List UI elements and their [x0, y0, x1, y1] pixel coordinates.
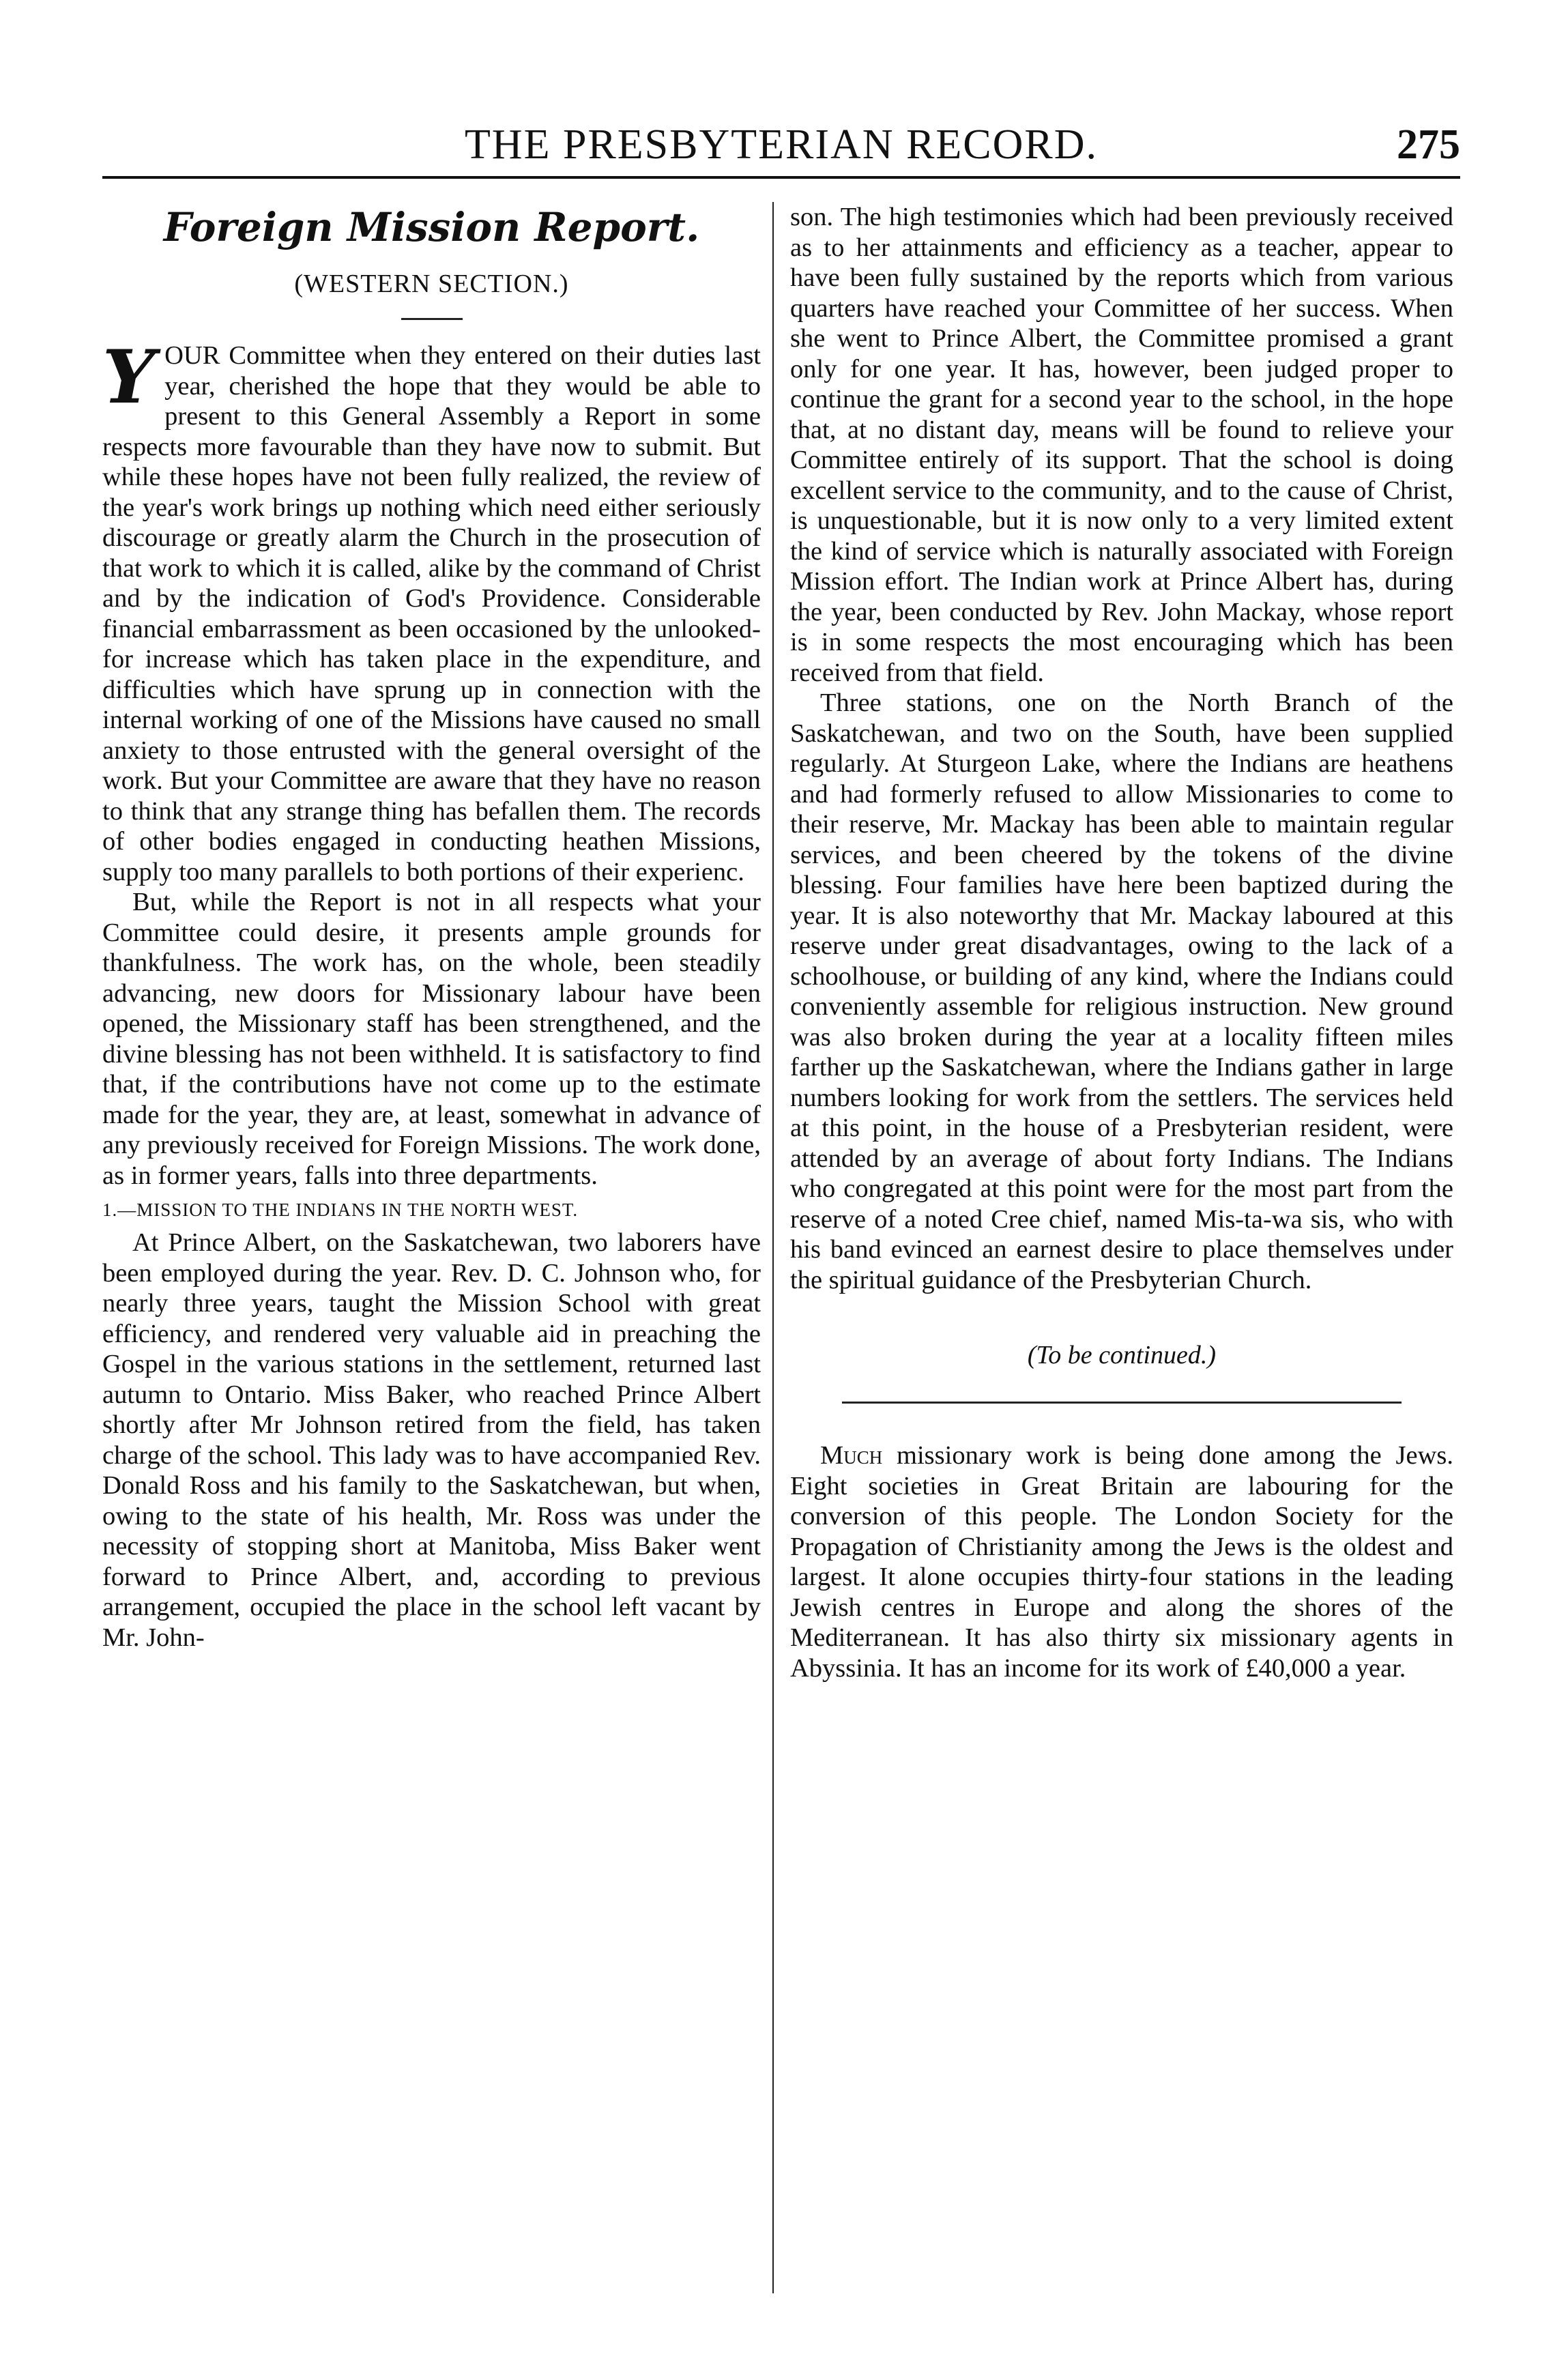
article-title: Foreign Mission Report.: [163, 204, 700, 250]
left-column: [102, 202, 761, 1653]
note-lead-word: Much: [820, 1441, 883, 1470]
note-text: missionary work is being done among the Jews. Eight societies in Great Britain are labouring for the conversion of this people. The London Society for the Propagation of Christianity among the Jews is the oldest and largest. It alone occupies thirty-four stations in the leading Jewish centres in Europe and along the shores of the Mediterranean. It has also thirty six missionary agents in Abyssinia. It has an income for its work of £40,000 a year.: [790, 1441, 1453, 1683]
right-column: [790, 202, 1453, 1683]
intro-paragraph: [102, 334, 761, 887]
intro-text: OUR Committee when they entered on their duties last year, cherished the hope that they would be able to present to this General Assembly a Report in some respects more favourable than they have now to submit. But while these hopes have not been fully realized, the review of the year's work brings up nothing which need either seriously discourage or greatly alarm the Church in the prosecution of that work to which it is called, alike by the command of Christ and by the indication of God's Providence. Considerable financial embarrassment as been occasioned by the unlooked-for increase which has taken place in the expenditure, and difficulties which have sprung up in connection with the internal working of one of the Missions have caused no small anxiety to those entrusted with the general oversight of the work. But your Committee are aware that they have no reason to think that any strange thing has befallen them. The records of other bodies engaged in conducting heathen Missions, supply too many parallels to both portions of their experienc.: [102, 341, 761, 886]
paragraph-3: At Prince Albert, on the Saskatchewan, two laborers have been employed during the year. Rev. D. C. Johnson who, for nearly three years, taught the Mission School with great efficiency, and rendered very valuable aid in preaching the Gospel in the various stations in the settlement, returned last autumn to Ontario. Miss Baker, who reached Prince Albert shortly after Mr Johnson retired from the field, has taken charge of the school. This lady was to have accompanied Rev. Donald Ross and his family to the Saskatchewan, but when, owing to the state of his health, Mr. Ross was under the necessity of stopping short at Manitoba, Miss Baker went forward to Prince Albert, and, according to previous arrangement, occupied the place in the school left vacant by Mr. John-: [102, 1228, 761, 1652]
page-number: 275: [1397, 121, 1460, 168]
section-divider: [842, 1402, 1402, 1404]
article-subtitle: (WESTERN SECTION.): [294, 270, 569, 298]
running-title: THE PRESBYTERIAN RECORD.: [464, 121, 1099, 168]
paragraph-4: Three stations, one on the North Branch of the Saskatchewan, and two on the South, have been supplied regularly. At Sturgeon Lake, where the Indians are heathens and had formerly refused to allow Missionaries to come to their reserve, Mr. Mackay has been able to maintain regular services, and been cheered by the tokens of the divine blessing. Four families have here been baptized during the year. It is also noteworthy that Mr. Mackay laboured at this reserve under great disadvantages, owing to the lack of a schoolhouse, or building of any kind, where the Indians could conveniently assemble for religious instruction. New ground was also broken during the year at a locality fifteen miles farther up the Saskatchewan, where the Indians gather in large numbers looking for work from the settlers. The services held at this point, in the house of a Presbyterian resident, were attended by an average of about forty Indians. The Indians who congregated at this point were for the most part from the reserve of a noted Cree chief, named Mis-ta-wa sis, who with his band evinced an earnest desire to place themselves under the spiritual guidance of the Presbyterian Church.: [790, 688, 1453, 1294]
to-be-continued: (To be continued.): [1027, 1341, 1217, 1369]
paragraph-3-continued: son. The high testimonies which had been previously received as to her attainments and efficiency as a teacher, appear to have been fully sustained by the reports which from various quarters have reached your Committee of her success. When she went to Prince Albert, the Committee promised a grant only for one year. It has, however, been judged proper to continue the grant for a second year to the school, in the hope that, at no distant day, means will be found to relieve your Committee entirely of its support. That the school is doing excellent service to the community, and to the cause of Christ, is unquestionable, but it is now only to a very limited extent the kind of service which is naturally associated with Foreign Mission effort. The Indian work at Prince Albert has, during the year, been conducted by Rev. John Mackay, whose report is in some respects the most encouraging which has been received from that field.: [790, 203, 1453, 687]
header-rule: [102, 176, 1460, 179]
paragraph-2: But, while the Report is not in all respects what your Committee could desire, it presents ample grounds for thankfulness. The work has, on the whole, been steadily advancing, new doors for Missionary labour have been opened, the Missionary staff has been strengthened, and the divine blessing has not been withheld. It is satisfactory to find that, if the contributions have not come up to the estimate made for the year, they are, at least, somewhat in advance of any previously received for Foreign Missions. The work done, as in former years, falls into three departments.: [102, 888, 761, 1190]
jews-mission-note: [790, 1440, 1453, 1683]
masthead: [102, 117, 1460, 172]
drop-cap: Y: [102, 334, 156, 420]
column-divider: [772, 202, 774, 2293]
section-heading-1: 1.—MISSION TO THE INDIANS IN THE NORTH WEST.: [102, 1200, 579, 1220]
title-divider: [401, 318, 463, 320]
